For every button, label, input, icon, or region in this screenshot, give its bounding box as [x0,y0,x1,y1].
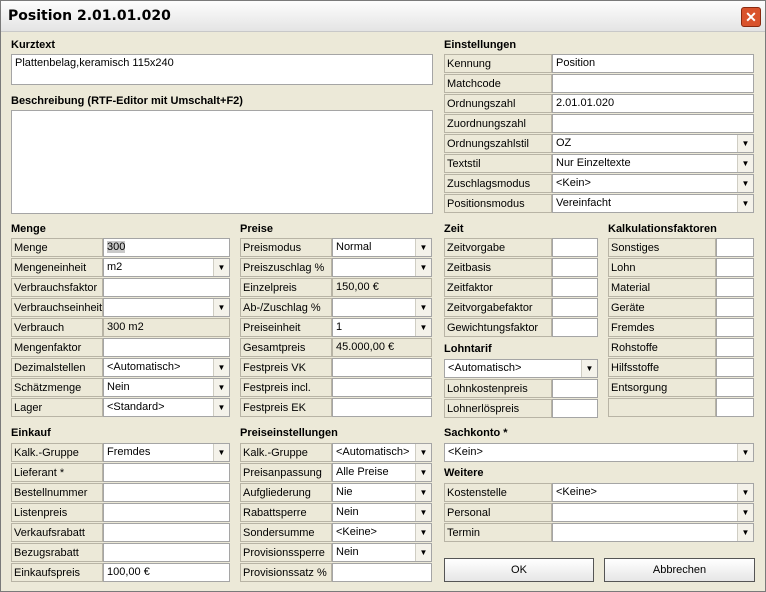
kalkulationsfaktoren-field[interactable] [716,238,754,257]
preiseinstellungen-field[interactable] [332,523,432,542]
einstellungen-label: Zuordnungszahl [444,114,552,133]
einkauf-field[interactable] [103,503,230,522]
einstellungen-label: Positionsmodus [444,194,552,213]
chevron-down-icon: ▼ [415,444,431,461]
weitere-label: Kostenstelle [444,483,552,502]
preiseinstellungen-field[interactable] [332,543,432,562]
preiseinstellungen-label: Provisionssperre [240,543,332,562]
lohntarif-label: Lohnkostenpreis [444,379,552,398]
einkauf-field[interactable] [103,563,230,582]
einstellungen-label: Zuschlagsmodus [444,174,552,193]
chevron-down-icon: ▼ [213,399,229,416]
einkauf-label: Lieferant * [11,463,103,482]
kurztext-value: Plattenbelag,keramisch 115x240 [15,57,174,69]
chevron-down-icon: ▼ [213,259,229,276]
chevron-down-icon: ▼ [737,155,753,172]
preise-label: Gesamtpreis [240,338,332,357]
menge-field[interactable] [103,258,230,277]
menge-value: 300 m2 [107,321,144,333]
chevron-down-icon: ▼ [415,259,431,276]
preiseinstellungen-value: Nie [336,486,353,498]
einkauf-label: Listenpreis [11,503,103,522]
preise-value: 45.000,00 € [336,341,395,353]
sachkonto-select[interactable] [444,443,754,462]
chevron-down-icon: ▼ [415,464,431,481]
kalkulationsfaktoren-field[interactable] [716,358,754,377]
ok-button[interactable]: OK [444,558,594,582]
menge-value: <Automatisch> [107,361,181,373]
weitere-field[interactable] [552,483,754,502]
preise-field[interactable] [332,318,432,337]
chevron-down-icon: ▼ [737,195,753,212]
preiseinstellungen-label: Rabattsperre [240,503,332,522]
preise-label: Festpreis incl. [240,378,332,397]
kalkulationsfaktoren-label: Sonstiges [608,238,716,257]
menge-label: Verbrauchseinheit [11,298,103,317]
preiseinstellungen-label: Preisanpassung [240,463,332,482]
kalkulationsfaktoren-label: Geräte [608,298,716,317]
chevron-down-icon: ▼ [415,299,431,316]
einkauf-label: Bezugsrabatt [11,543,103,562]
menge-field[interactable] [103,338,230,357]
weitere-label: Personal [444,503,552,522]
chevron-down-icon: ▼ [737,175,753,192]
lohntarif-field[interactable] [552,399,598,418]
preise-field [332,278,432,297]
menge-value: m2 [107,261,123,273]
menge-field[interactable] [103,298,230,317]
einstellungen-label: Kennung [444,54,552,73]
einkauf-label: Kalk.-Gruppe [11,443,103,462]
menge-value: 300 [107,241,126,253]
weitere-field[interactable] [552,523,754,542]
kalkulationsfaktoren-field[interactable] [716,378,754,397]
einstellungen-value: Vereinfacht [556,197,612,209]
preise-field[interactable] [332,398,432,417]
kurztext-input[interactable] [11,54,433,85]
weitere-label: Termin [444,523,552,542]
zeit-field[interactable] [552,278,598,297]
menge-label: Mengenfaktor [11,338,103,357]
lohntarif-field[interactable] [552,379,598,398]
preise-field [332,338,432,357]
preiseinstellungen-value: Alle Preise [336,466,389,478]
lohntarif-heading: Lohntarif [444,343,492,355]
menge-label: Menge [11,238,103,257]
preise-label: Ab-/Zuschlag % [240,298,332,317]
preise-label: Festpreis VK [240,358,332,377]
preiseinstellungen-label: Sondersumme [240,523,332,542]
einkauf-field[interactable] [103,483,230,502]
kalkulationsfaktoren-field[interactable] [716,318,754,337]
kalkulationsfaktoren-heading: Kalkulationsfaktoren [608,223,717,235]
preise-value: 150,00 € [336,281,379,293]
chevron-down-icon: ▼ [415,544,431,561]
preise-value: Normal [336,241,372,253]
kalkulationsfaktoren-field[interactable] [716,258,754,277]
cancel-button[interactable]: Abbrechen [604,558,755,582]
kalkulationsfaktoren-label: Rohstoffe [608,338,716,357]
zeit-field[interactable] [552,258,598,277]
einkauf-label: Verkaufsrabatt [11,523,103,542]
kalkulationsfaktoren-label: Fremdes [608,318,716,337]
chevron-down-icon: ▼ [415,524,431,541]
preiseinstellungen-value: <Keine> [336,526,377,538]
einstellungen-field[interactable] [552,154,754,173]
einkauf-heading: Einkauf [11,427,51,439]
preiseinstellungen-heading: Preiseinstellungen [240,427,338,439]
einstellungen-value: 2.01.01.020 [556,97,615,109]
chevron-down-icon: ▼ [213,299,229,316]
weitere-heading: Weitere [444,467,484,479]
preiseinstellungen-label: Provisionssatz % [240,563,332,582]
menge-value: Nein [107,381,130,393]
preise-field[interactable] [332,298,432,317]
preiseinstellungen-value: <Automatisch> [336,446,410,458]
chevron-down-icon: ▼ [213,379,229,396]
menge-value: <Standard> [107,401,165,413]
preise-value: 1 [336,321,343,333]
einkauf-field[interactable] [103,463,230,482]
einkauf-label: Einkaufspreis [11,563,103,582]
menge-field[interactable] [103,378,230,397]
preise-label: Festpreis EK [240,398,332,417]
menge-label: Verbrauch [11,318,103,337]
chevron-down-icon: ▼ [737,135,753,152]
zeit-field[interactable] [552,298,598,317]
weitere-value: <Keine> [556,486,597,498]
sachkonto-heading: Sachkonto * [444,427,508,439]
beschreibung-heading: Beschreibung (RTF-Editor mit Umschalt+F2) [11,95,243,107]
einstellungen-field[interactable] [552,114,754,133]
einstellungen-heading: Einstellungen [444,39,517,51]
preise-field[interactable] [332,258,432,277]
kalkulationsfaktoren-field[interactable] [716,338,754,357]
einstellungen-field[interactable] [552,194,754,213]
kalkulationsfaktoren-field[interactable] [716,398,754,417]
einstellungen-label: Ordnungszahl [444,94,552,113]
kalkulationsfaktoren-label [608,398,716,417]
zeit-label: Gewichtungsfaktor [444,318,552,337]
preise-field[interactable] [332,378,432,397]
chevron-down-icon: ▼ [737,484,753,501]
kalkulationsfaktoren-field[interactable] [716,298,754,317]
menge-label: Schätzmenge [11,378,103,397]
einstellungen-value: Nur Einzeltexte [556,157,631,169]
preiseinstellungen-field[interactable] [332,443,432,462]
einstellungen-field[interactable] [552,74,754,93]
einstellungen-value: Position [556,57,596,69]
chevron-down-icon: ▼ [737,444,753,461]
menge-field[interactable] [103,358,230,377]
kalkulationsfaktoren-label: Entsorgung [608,378,716,397]
zeit-field[interactable] [552,238,598,257]
chevron-down-icon: ▼ [213,444,229,461]
menge-field[interactable] [103,278,230,297]
preise-label: Preismodus [240,238,332,257]
sachkonto-value: <Kein> [448,446,483,458]
einstellungen-field[interactable] [552,54,754,73]
einkauf-value: Fremdes [107,446,151,458]
einkauf-field[interactable] [103,443,230,462]
preise-heading: Preise [240,223,274,235]
einstellungen-label: Ordnungszahlstil [444,134,552,153]
close-icon: ✕ [745,9,757,25]
einkauf-value: 100,00 € [107,566,150,578]
einkauf-label: Bestellnummer [11,483,103,502]
einstellungen-field[interactable] [552,134,754,153]
preiseinstellungen-field[interactable] [332,563,432,582]
weitere-field[interactable] [552,503,754,522]
lohntarif-label: Lohnerlöspreis [444,399,552,418]
menge-field[interactable] [103,238,230,257]
zeit-field[interactable] [552,318,598,337]
menge-field [103,318,230,337]
menge-label: Lager [11,398,103,417]
einstellungen-value: OZ [556,137,572,149]
chevron-down-icon: ▼ [737,524,753,541]
preise-field[interactable] [332,238,432,257]
beschreibung-editor[interactable] [11,110,433,214]
zeit-heading: Zeit [444,223,464,235]
einstellungen-field[interactable] [552,174,754,193]
preiseinstellungen-field[interactable] [332,463,432,482]
zeit-label: Zeitbasis [444,258,552,277]
title-bar [1,1,765,32]
chevron-down-icon: ▼ [213,359,229,376]
einkauf-field[interactable] [103,523,230,542]
chevron-down-icon: ▼ [581,360,597,377]
preiseinstellungen-value: Nein [336,506,359,518]
menge-field[interactable] [103,398,230,417]
preise-field[interactable] [332,358,432,377]
preiseinstellungen-label: Kalk.-Gruppe [240,443,332,462]
chevron-down-icon: ▼ [415,504,431,521]
chevron-down-icon: ▼ [737,504,753,521]
einstellungen-field[interactable] [552,94,754,113]
kalkulationsfaktoren-field[interactable] [716,278,754,297]
zeit-label: Zeitvorgabe [444,238,552,257]
lohntarif-select[interactable] [444,359,598,378]
menge-heading: Menge [11,223,46,235]
preiseinstellungen-field[interactable] [332,483,432,502]
preise-label: Preiszuschlag % [240,258,332,277]
zeit-label: Zeitfaktor [444,278,552,297]
einkauf-field[interactable] [103,543,230,562]
kalkulationsfaktoren-label: Hilfsstoffe [608,358,716,377]
kurztext-heading: Kurztext [11,39,56,51]
lohntarif-value: <Automatisch> [448,362,522,374]
chevron-down-icon: ▼ [415,239,431,256]
menge-label: Verbrauchsfaktor [11,278,103,297]
chevron-down-icon: ▼ [415,319,431,336]
kalkulationsfaktoren-label: Lohn [608,258,716,277]
einstellungen-label: Textstil [444,154,552,173]
preiseinstellungen-field[interactable] [332,503,432,522]
menge-label: Dezimalstellen [11,358,103,377]
window-title: Position 2.01.01.020 [8,8,171,24]
preiseinstellungen-value: Nein [336,546,359,558]
menge-label: Mengeneinheit [11,258,103,277]
einstellungen-value: <Kein> [556,177,591,189]
preise-label: Preiseinheit [240,318,332,337]
kalkulationsfaktoren-label: Material [608,278,716,297]
close-button[interactable] [741,7,761,27]
preise-label: Einzelpreis [240,278,332,297]
preiseinstellungen-label: Aufgliederung [240,483,332,502]
zeit-label: Zeitvorgabefaktor [444,298,552,317]
einstellungen-label: Matchcode [444,74,552,93]
chevron-down-icon: ▼ [415,484,431,501]
